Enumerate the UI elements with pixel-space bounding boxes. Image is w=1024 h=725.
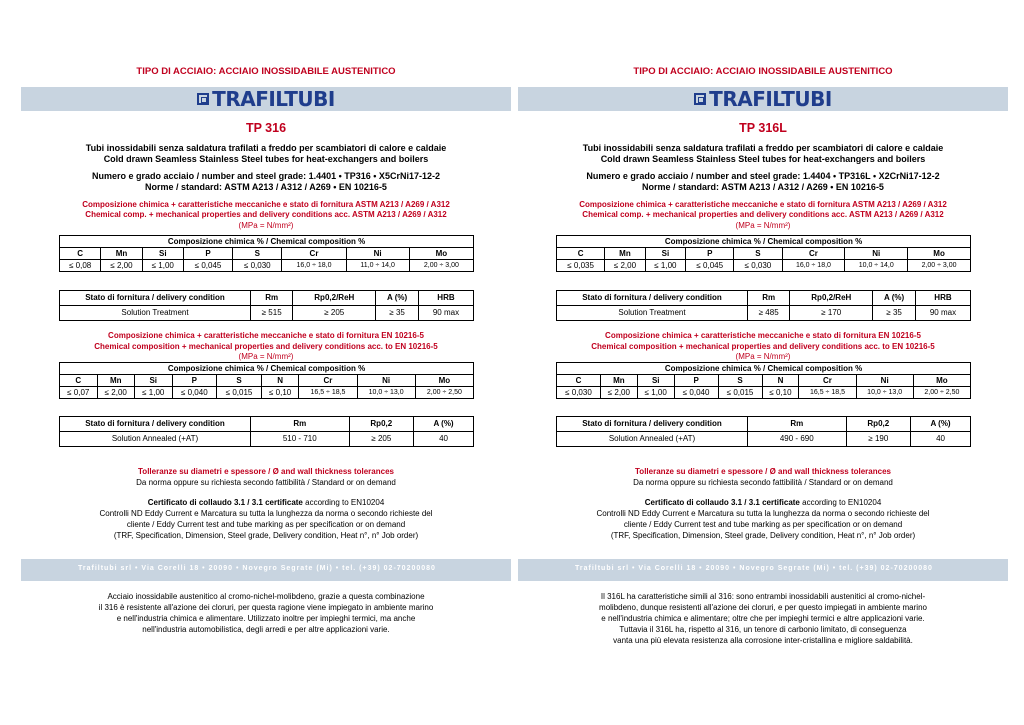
steel-type-header: TIPO DI ACCIAIO: ACCIAIO INOSSIDABILE AUSTENITICO	[633, 66, 893, 77]
chem-value: ≤ 1,00	[645, 260, 685, 272]
mech-header: HRB	[915, 291, 970, 306]
mech-header: HRB	[418, 291, 473, 306]
chem-value: 10,0 ÷ 14,0	[845, 260, 908, 272]
mech-header: Stato di fornitura / delivery condition	[557, 417, 748, 432]
description-line: e nell'industria chimica e alimentare; oltre che per impieghi termici e altre applicazioni varie.	[601, 614, 925, 623]
chem-value: 16,5 ÷ 18,5	[799, 387, 856, 399]
chem-value: ≤ 0,10	[261, 387, 299, 399]
description-line: vanta una più elevata resistenza alla corrosione inter-cristallina e migliore saldabilità.	[613, 636, 913, 645]
description-line: il 316 è resistente all'azione dei cloruri, per questa ragione viene impiegato in ambiente marino	[98, 603, 434, 612]
en-title-it: Composizione chimica + caratteristiche meccaniche e stato di fornitura EN 10216-5	[108, 331, 424, 340]
chem-header: Mo	[415, 375, 473, 387]
chem-header: C	[557, 375, 601, 387]
description	[21, 591, 511, 635]
mech-value: ≥ 170	[790, 306, 873, 321]
chem-value: ≤ 2,00	[600, 387, 637, 399]
chem-value: ≤ 0,08	[60, 260, 101, 272]
grade-title: TP 316L	[739, 121, 787, 135]
mech-header: Stato di fornitura / delivery condition	[60, 417, 251, 432]
subtitle-en: Cold drawn Seamless Stainless Steel tubes for heat-exchangers and boilers	[600, 154, 926, 164]
mech-header: Rm	[748, 291, 790, 306]
chem-header: S	[233, 248, 282, 260]
chem-value: ≤ 0,015	[718, 387, 762, 399]
tolerance-text: Da norma oppure su richiesta secondo fattibilità / Standard or on demand	[136, 478, 396, 487]
subtitle-it: Tubi inossidabili senza saldatura trafilati a freddo per scambiatori di calore e caldaie	[85, 143, 447, 153]
chem-value: ≤ 0,015	[217, 387, 262, 399]
chem-header: S	[734, 248, 782, 260]
mech-value: 90 max	[418, 306, 473, 321]
tolerance-title: Tolleranze su diametri e spessore / Ø and wall thickness tolerances	[138, 467, 394, 476]
mech-header: A (%)	[414, 417, 474, 432]
chem-value: ≤ 2,00	[101, 260, 142, 272]
mech-value: ≥ 515	[251, 306, 293, 321]
chem-value: ≤ 1,00	[637, 387, 674, 399]
brand-logo	[21, 87, 511, 111]
mech-value: 510 - 710	[251, 432, 350, 447]
mpa-note: (MPa = N/mm²)	[735, 221, 791, 230]
chem-header: C	[557, 248, 605, 260]
mech-header: Rm	[748, 417, 847, 432]
chem-value: 2,00 ÷ 2,50	[913, 387, 970, 399]
certificate-title: Certificato di collaudo 3.1 / 3.1 certificate	[147, 498, 303, 507]
astm-mechanical-table	[59, 290, 474, 321]
mech-value: ≥ 205	[293, 306, 376, 321]
chem-header: P	[686, 248, 734, 260]
description-line: Acciaio inossidabile austenitico al cromo-nichel-molibdeno, grazie a questa combinazione	[107, 592, 425, 601]
chem-header: Ni	[856, 375, 913, 387]
chem-value: ≤ 0,10	[762, 387, 799, 399]
chem-header: Ni	[845, 248, 908, 260]
chem-value: 2,00 ÷ 3,00	[908, 260, 971, 272]
chem-header: Mn	[600, 375, 637, 387]
company-footer: Trafiltubi srl • Via Corelli 18 • 20090 • Novegro Segrate (Mi) • tel. (+39) 02-70200080	[575, 565, 933, 572]
chem-value: ≤ 0,045	[686, 260, 734, 272]
chem-header: Cr	[782, 248, 845, 260]
chem-header: P	[172, 375, 217, 387]
mech-header: Stato di fornitura / delivery condition	[557, 291, 748, 306]
mech-value: 40	[911, 432, 971, 447]
mech-value: Solution Annealed (+AT)	[60, 432, 251, 447]
mech-value: ≥ 205	[349, 432, 414, 447]
astm-title-it: Composizione chimica + caratteristiche meccaniche e stato di fornitura ASTM A213 / A269 / A312	[579, 200, 947, 209]
certificate-text: (TRF, Specification, Dimension, Steel grade, Delivery condition, Heat n°, n° Job order)	[113, 531, 419, 540]
description-line: molibdeno, dunque resistenti all'azione dei cloruri, e per questo impiegati in ambiente marino	[599, 603, 927, 612]
astm-chemical-table	[59, 235, 474, 272]
chem-header: P	[674, 375, 718, 387]
mech-value: ≥ 35	[376, 306, 419, 321]
chem-table-title: Composizione chimica % / Chemical composition %	[60, 236, 474, 248]
certificate-line	[518, 497, 1008, 508]
chem-header: Cr	[299, 375, 357, 387]
chem-header: C	[60, 248, 101, 260]
chem-value: ≤ 1,00	[135, 387, 173, 399]
subtitle-it: Tubi inossidabili senza saldatura trafilati a freddo per scambiatori di calore e caldaie	[582, 143, 944, 153]
steel-grade-line: Numero e grado acciaio / number and steel grade: 1.4404 • TP316L • X2CrNi17-12-2	[586, 171, 940, 181]
chem-value: 16,0 ÷ 18,0	[782, 260, 845, 272]
brand-mark-icon	[694, 93, 706, 105]
chem-header: Ni	[357, 375, 415, 387]
certificate-standard: according to EN10204	[799, 498, 882, 507]
en-mechanical-table	[59, 416, 474, 447]
certificate-standard: according to EN10204	[302, 498, 385, 507]
mech-header: Stato di fornitura / delivery condition	[60, 291, 251, 306]
certificate-text: Controlli ND Eddy Current e Marcatura su tutta la lunghezza da norma o secondo richieste del	[596, 509, 930, 518]
chem-value: 2,00 ÷ 2,50	[415, 387, 473, 399]
chem-header: N	[261, 375, 299, 387]
company-footer: Trafiltubi srl • Via Corelli 18 • 20090 • Novegro Segrate (Mi) • tel. (+39) 02-70200080	[78, 565, 436, 572]
mech-header: Rp0,2/ReH	[790, 291, 873, 306]
mech-value: 490 - 690	[748, 432, 847, 447]
certificate-text: cliente / Eddy Current test and tube marking as per specification or on demand	[623, 520, 903, 529]
grade-title: TP 316	[245, 121, 287, 135]
mech-header: Rm	[251, 417, 350, 432]
chem-value: 10,0 ÷ 13,0	[856, 387, 913, 399]
chem-value: 16,0 ÷ 18,0	[282, 260, 346, 272]
certificate-line	[21, 497, 511, 508]
chem-value: ≤ 0,07	[60, 387, 98, 399]
chem-header: Si	[135, 375, 173, 387]
brand-band	[518, 87, 1008, 111]
en-chemical-table	[59, 362, 474, 399]
chem-table-title: Composizione chimica % / Chemical composition %	[60, 363, 474, 375]
chem-header: C	[60, 375, 98, 387]
tolerance-title: Tolleranze su diametri e spessore / Ø and wall thickness tolerances	[635, 467, 891, 476]
chem-header: Mo	[409, 248, 473, 260]
mpa-note: (MPa = N/mm²)	[238, 352, 294, 361]
certificate-text: cliente / Eddy Current test and tube marking as per specification or on demand	[126, 520, 406, 529]
chem-table-title: Composizione chimica % / Chemical composition %	[557, 363, 971, 375]
en-chemical-table	[556, 362, 971, 399]
description-line: Il 316L ha caratteristiche simili al 316: sono entrambi inossidabili austenitici al cromo-nichel-	[600, 592, 926, 601]
chem-value: ≤ 0,030	[557, 387, 601, 399]
chem-value: 16,5 ÷ 18,5	[299, 387, 357, 399]
tolerance-text: Da norma oppure su richiesta secondo fattibilità / Standard or on demand	[633, 478, 893, 487]
brand-mark-icon	[197, 93, 209, 105]
chem-header: S	[217, 375, 262, 387]
mech-header: A (%)	[911, 417, 971, 432]
chem-value: 11,0 ÷ 14,0	[346, 260, 409, 272]
description-line: nell'industria automobilistica, degli arredi e per altre applicazioni varie.	[142, 625, 390, 634]
astm-mechanical-table	[556, 290, 971, 321]
datasheet-tp316l	[518, 0, 1008, 725]
chem-header: S	[718, 375, 762, 387]
chem-value: 10,0 ÷ 13,0	[357, 387, 415, 399]
steel-grade-line: Numero e grado acciaio / number and steel grade: 1.4401 • TP316 • X5CrNi17-12-2	[92, 171, 440, 181]
chem-header: Mn	[605, 248, 645, 260]
chem-header: Mo	[913, 375, 970, 387]
certificate-text: Controlli ND Eddy Current e Marcatura su tutta la lunghezza da norma o secondo richieste del	[99, 509, 433, 518]
mech-header: Rp0,2	[846, 417, 911, 432]
mech-value: ≥ 190	[846, 432, 911, 447]
chem-value: ≤ 0,030	[233, 260, 282, 272]
chem-header: Ni	[346, 248, 409, 260]
mech-value: 90 max	[915, 306, 970, 321]
chem-header: Mn	[97, 375, 135, 387]
description	[518, 591, 1008, 646]
mpa-note: (MPa = N/mm²)	[735, 352, 791, 361]
chem-value: ≤ 0,040	[172, 387, 217, 399]
subtitle-en: Cold drawn Seamless Stainless Steel tubes for heat-exchangers and boilers	[103, 154, 429, 164]
astm-chemical-table	[556, 235, 971, 272]
steel-type-header: TIPO DI ACCIAIO: ACCIAIO INOSSIDABILE AUSTENITICO	[136, 66, 396, 77]
mech-value: ≥ 485	[748, 306, 790, 321]
chem-value: ≤ 2,00	[605, 260, 645, 272]
chem-header: Cr	[799, 375, 856, 387]
chem-header: Mo	[908, 248, 971, 260]
chem-table-title: Composizione chimica % / Chemical composition %	[557, 236, 971, 248]
standards-line: Norme / standard: ASTM A213 / A312 / A269 • EN 10216-5	[145, 182, 387, 192]
chem-header: N	[762, 375, 799, 387]
astm-title-it: Composizione chimica + caratteristiche meccaniche e stato di fornitura ASTM A213 / A269 / A312	[82, 200, 450, 209]
standards-line: Norme / standard: ASTM A213 / A312 / A269 • EN 10216-5	[642, 182, 884, 192]
description-line: e nell'industria chimica e alimentare. Utilizzato inoltre per impieghi termici, ma anche	[116, 614, 416, 623]
chem-value: ≤ 0,040	[674, 387, 718, 399]
chem-header: Si	[637, 375, 674, 387]
en-title-en: Chemical composition + mechanical properties and delivery conditions acc. to EN 10216-5	[94, 342, 438, 351]
mech-value: Solution Treatment	[60, 306, 251, 321]
mech-header: Rm	[251, 291, 293, 306]
chem-value: ≤ 2,00	[97, 387, 135, 399]
chem-header: P	[183, 248, 232, 260]
chem-header: Cr	[282, 248, 346, 260]
chem-value: ≤ 0,045	[183, 260, 232, 272]
datasheet-tp316	[21, 0, 511, 725]
mech-header: Rp0,2/ReH	[293, 291, 376, 306]
mech-header: A (%)	[376, 291, 419, 306]
mpa-note: (MPa = N/mm²)	[238, 221, 294, 230]
chem-header: Si	[645, 248, 685, 260]
certificate-title: Certificato di collaudo 3.1 / 3.1 certificate	[644, 498, 800, 507]
mech-value: ≥ 35	[873, 306, 916, 321]
chem-header: Mn	[101, 248, 142, 260]
mech-value: Solution Treatment	[557, 306, 748, 321]
chem-value: 2,00 ÷ 3,00	[409, 260, 473, 272]
mech-value: Solution Annealed (+AT)	[557, 432, 748, 447]
chem-value: ≤ 0,035	[557, 260, 605, 272]
en-title-en: Chemical composition + mechanical properties and delivery conditions acc. to EN 10216-5	[591, 342, 935, 351]
chem-value: ≤ 1,00	[142, 260, 183, 272]
astm-title-en: Chemical comp. + mechanical properties and delivery conditions acc. ASTM A213 / A269 / A312	[582, 210, 944, 219]
brand-logo	[518, 87, 1008, 111]
en-mechanical-table	[556, 416, 971, 447]
description-line: Tuttavia il 316L ha, rispetto al 316, un tenore di carbonio limitato, di conseguenza	[619, 625, 907, 634]
mech-header: A (%)	[873, 291, 916, 306]
chem-value: ≤ 0,030	[734, 260, 782, 272]
en-title-it: Composizione chimica + caratteristiche meccaniche e stato di fornitura EN 10216-5	[605, 331, 921, 340]
astm-title-en: Chemical comp. + mechanical properties and delivery conditions acc. ASTM A213 / A269 / A312	[85, 210, 447, 219]
chem-header: Si	[142, 248, 183, 260]
mech-value: 40	[414, 432, 474, 447]
brand-name: TRAFILTUBI	[212, 87, 335, 111]
certificate-text: (TRF, Specification, Dimension, Steel grade, Delivery condition, Heat n°, n° Job order)	[610, 531, 916, 540]
mech-header: Rp0,2	[349, 417, 414, 432]
brand-name: TRAFILTUBI	[709, 87, 832, 111]
brand-band	[21, 87, 511, 111]
